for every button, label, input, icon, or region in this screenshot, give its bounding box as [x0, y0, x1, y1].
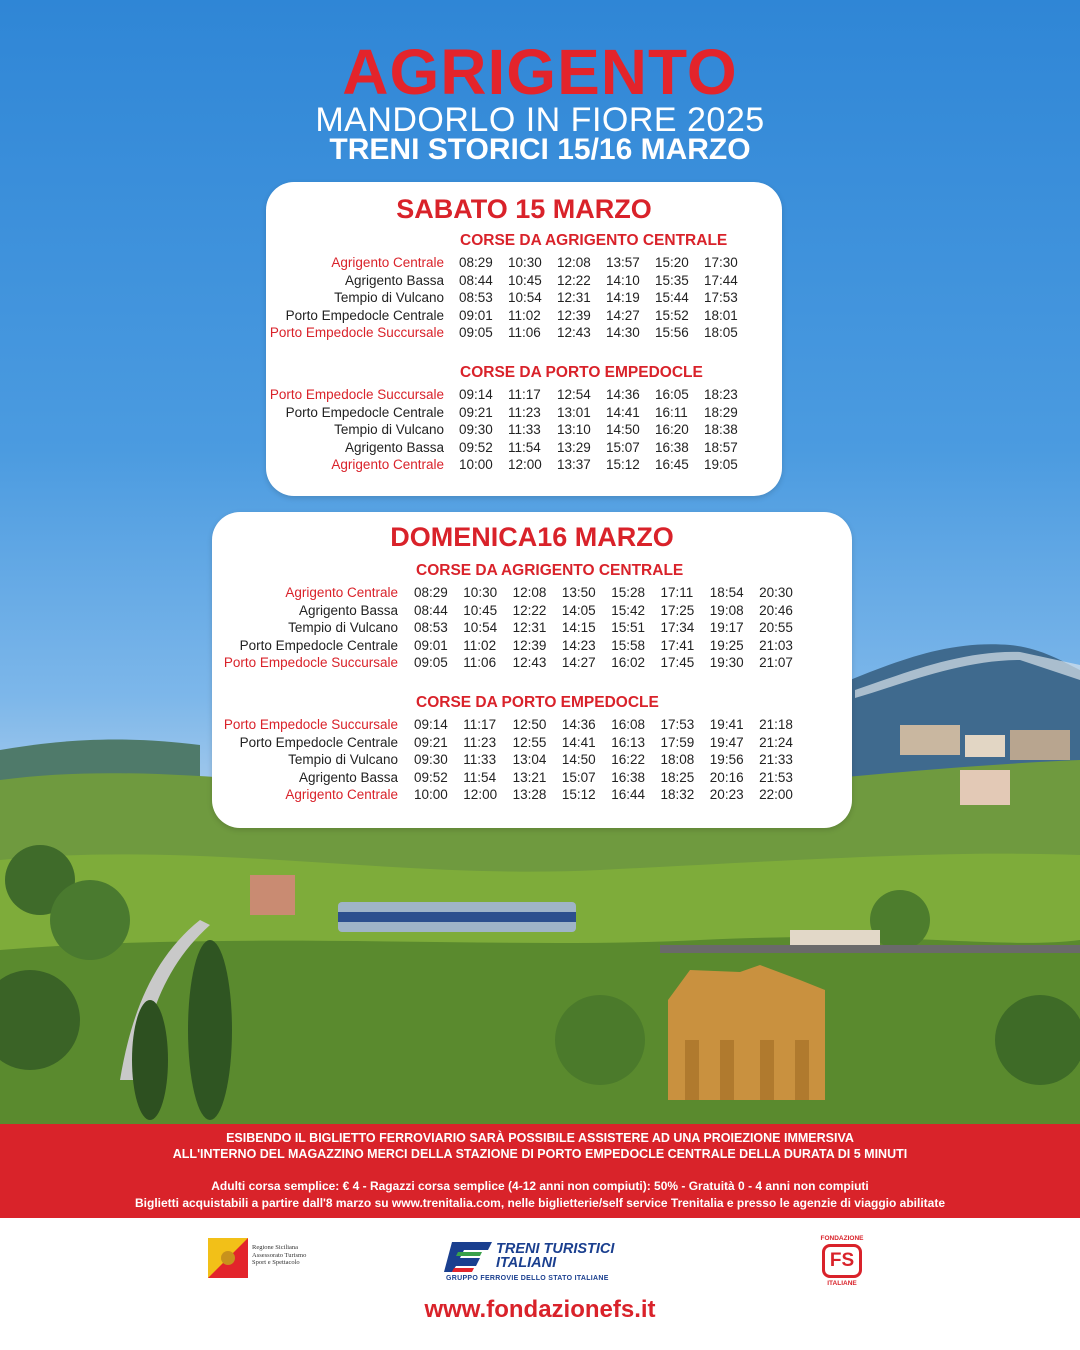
station-name: Tempio di Vulcano — [288, 752, 398, 767]
departure-time: 14:36 — [606, 387, 640, 402]
departure-time: 09:01 — [459, 307, 493, 323]
departure-time: 18:05 — [704, 325, 738, 340]
timetable-row — [266, 439, 782, 457]
departure-time: 18:08 — [660, 752, 695, 767]
departure-time: 20:55 — [759, 620, 793, 635]
departure-time: 13:04 — [512, 752, 547, 767]
departure-time: 21:53 — [759, 769, 793, 785]
station-name: Tempio di Vulcano — [288, 620, 398, 635]
saturday-timetable-card — [266, 182, 782, 496]
departure-time: 12:00 — [463, 787, 498, 802]
station-name: Porto Empedocle Succursale — [269, 387, 444, 402]
departure-time: 12:22 — [512, 602, 547, 618]
departure-time: 19:56 — [709, 752, 744, 767]
departure-time: 10:00 — [459, 457, 493, 472]
station-name: Agrigento Bassa — [298, 769, 398, 785]
departure-time: 11:23 — [508, 404, 541, 420]
departure-time: 18:57 — [704, 439, 738, 455]
departure-time: 15:56 — [655, 325, 689, 340]
departure-time: 19:25 — [709, 637, 744, 653]
projection-notice-line1: ESIBENDO IL BIGLIETTO FERROVIARIO SARÀ POSSIBILE ASSISTERE AD UNA PROIEZIONE IMMERSIVA — [226, 1131, 854, 1145]
departure-time: 13:01 — [557, 404, 591, 420]
departure-time: 09:01 — [414, 637, 448, 653]
departure-time: 15:07 — [606, 439, 640, 455]
tti-mark-icon — [444, 1238, 494, 1274]
departure-time: 15:07 — [561, 769, 596, 785]
departure-time: 17:11 — [660, 585, 694, 600]
departure-time: 14:50 — [606, 422, 640, 437]
departure-time: 09:05 — [414, 655, 448, 670]
departure-time: 18:25 — [660, 769, 695, 785]
departure-time: 12:43 — [557, 325, 591, 340]
departure-time: 12:39 — [512, 637, 547, 653]
departure-time: 21:24 — [759, 734, 793, 750]
departure-time: 08:29 — [414, 585, 448, 600]
section-heading: CORSE DA AGRIGENTO CENTRALE — [416, 562, 684, 579]
departure-time: 11:33 — [508, 422, 541, 437]
departure-time: 08:44 — [459, 272, 493, 288]
timetable-row — [212, 654, 852, 672]
departure-time: 11:54 — [463, 769, 497, 785]
timetable-row — [266, 386, 782, 404]
page-title: AGRIGENTO — [342, 36, 738, 108]
departure-time: 16:02 — [611, 655, 645, 670]
timetable-row — [266, 324, 782, 342]
departure-time: 16:38 — [611, 769, 645, 785]
departure-time: 16:05 — [655, 387, 689, 402]
departure-time: 09:30 — [414, 752, 448, 767]
station-name: Porto Empedocle Centrale — [239, 637, 398, 653]
station-name: Agrigento Bassa — [344, 272, 444, 288]
departure-time: 18:38 — [704, 422, 738, 437]
departure-time: 14:50 — [561, 752, 596, 767]
departure-time: 19:05 — [704, 457, 738, 472]
timetable-row — [266, 289, 782, 307]
departure-time: 14:10 — [606, 272, 640, 288]
day-heading: SABATO 15 MARZO — [396, 194, 652, 224]
departure-time: 19:17 — [709, 620, 744, 635]
departure-time: 20:16 — [709, 769, 744, 785]
departure-time: 11:06 — [508, 325, 541, 340]
departure-time: 10:30 — [508, 255, 542, 270]
departure-time: 11:23 — [463, 734, 497, 750]
departure-time: 14:41 — [606, 404, 640, 420]
departure-time: 09:52 — [414, 769, 448, 785]
station-name: Agrigento Bassa — [344, 439, 444, 455]
departure-time: 18:01 — [704, 307, 738, 323]
departure-time: 10:30 — [463, 585, 498, 600]
departure-time: 15:51 — [611, 620, 645, 635]
station-name: Agrigento Centrale — [285, 585, 398, 600]
departure-time: 12:31 — [557, 290, 591, 305]
section-heading: CORSE DA PORTO EMPEDOCLE — [416, 694, 659, 711]
departure-time: 17:25 — [660, 602, 695, 618]
departure-time: 09:21 — [459, 404, 493, 420]
departure-time: 10:45 — [508, 272, 542, 288]
departure-time: 20:30 — [759, 585, 793, 600]
departure-time: 12:00 — [508, 457, 542, 472]
departure-time: 15:35 — [655, 272, 689, 288]
departure-time: 12:08 — [557, 255, 591, 270]
website-link[interactable]: www.fondazionefs.it — [424, 1296, 656, 1323]
departure-time: 22:00 — [759, 787, 793, 802]
departure-time: 21:03 — [759, 637, 793, 653]
departure-time: 10:54 — [463, 620, 498, 635]
departure-time: 17:44 — [704, 272, 738, 288]
departure-time: 15:20 — [655, 255, 689, 270]
price-info: Adulti corsa semplice: € 4 - Ragazzi corsa semplice (4-12 anni non compiuti): 50% - Gratuità 0 - 4 anni non compiuti — [211, 1179, 869, 1193]
departure-time: 16:22 — [611, 752, 645, 767]
station-name: Tempio di Vulcano — [334, 290, 444, 305]
station-name: Porto Empedocle Centrale — [285, 404, 444, 420]
departure-time: 19:08 — [709, 602, 744, 618]
departure-time: 21:33 — [759, 752, 793, 767]
departure-time: 15:28 — [611, 585, 645, 600]
departure-time: 15:42 — [611, 602, 645, 618]
departure-time: 12:54 — [557, 387, 591, 402]
station-name: Agrigento Bassa — [298, 602, 398, 618]
departure-time: 14:36 — [561, 717, 596, 732]
timetable-row — [266, 307, 782, 325]
timetable-row — [212, 584, 852, 602]
departure-time: 12:31 — [512, 620, 547, 635]
departure-time: 20:46 — [759, 602, 793, 618]
departure-time: 12:22 — [557, 272, 591, 288]
timetable-row — [212, 716, 852, 734]
departure-time: 18:23 — [704, 387, 738, 402]
departure-time: 17:45 — [660, 655, 695, 670]
timetable-row — [212, 602, 852, 620]
station-name: Agrigento Centrale — [331, 255, 444, 270]
departure-time: 12:50 — [512, 717, 547, 732]
departure-time: 17:53 — [660, 717, 695, 732]
departure-time: 21:07 — [759, 655, 793, 670]
departure-time: 14:05 — [561, 602, 596, 618]
departure-time: 11:02 — [463, 637, 497, 653]
departure-time: 09:21 — [414, 734, 448, 750]
departure-time: 18:29 — [704, 404, 738, 420]
departure-time: 09:52 — [459, 439, 493, 455]
departure-time: 16:13 — [611, 734, 645, 750]
station-name: Porto Empedocle Succursale — [223, 655, 398, 670]
departure-time: 17:59 — [660, 734, 695, 750]
departure-time: 17:41 — [660, 637, 695, 653]
timetable-row — [212, 619, 852, 637]
departure-time: 12:55 — [512, 734, 547, 750]
timetable-row — [266, 272, 782, 290]
departure-time: 16:38 — [655, 439, 689, 455]
departure-time: 14:15 — [561, 620, 596, 635]
departure-time: 13:29 — [557, 439, 591, 455]
departure-time: 09:05 — [459, 325, 493, 340]
departure-time: 12:43 — [512, 655, 547, 670]
info-band — [0, 1124, 1080, 1218]
timetable-row — [212, 637, 852, 655]
departure-time: 12:39 — [557, 307, 591, 323]
departure-time: 17:30 — [704, 255, 738, 270]
departure-time: 17:34 — [660, 620, 695, 635]
departure-time: 19:47 — [709, 734, 744, 750]
departure-time: 09:14 — [414, 717, 448, 732]
departure-time: 09:14 — [459, 387, 493, 402]
departure-time: 12:08 — [512, 585, 547, 600]
region-logo-text: Regione Siciliana Assessorato Turismo Sport e Spettacolo — [252, 1244, 307, 1266]
station-name: Porto Empedocle Succursale — [223, 717, 398, 732]
timetable-row — [266, 456, 782, 474]
departure-time: 14:41 — [561, 734, 596, 750]
departure-time: 11:17 — [508, 387, 541, 402]
timetable-row — [212, 751, 852, 769]
departure-time: 19:30 — [709, 655, 744, 670]
departure-time: 11:54 — [508, 439, 541, 455]
timetable-row — [266, 421, 782, 439]
departure-time: 13:10 — [557, 422, 591, 437]
departure-time: 11:17 — [463, 717, 497, 732]
day-heading: DOMENICA16 MARZO — [390, 522, 674, 552]
timetable-row — [212, 786, 852, 804]
departure-time: 21:18 — [759, 717, 793, 732]
section-heading: CORSE DA AGRIGENTO CENTRALE — [460, 232, 728, 249]
departure-time: 14:30 — [606, 325, 640, 340]
departure-time: 18:32 — [660, 787, 695, 802]
sunday-timetable-card — [212, 512, 852, 828]
departure-time: 13:57 — [606, 255, 640, 270]
departure-time: 15:52 — [655, 307, 689, 323]
departure-time: 08:53 — [459, 290, 493, 305]
departure-time: 10:54 — [508, 290, 542, 305]
station-name: Porto Empedocle Succursale — [269, 325, 444, 340]
departure-time: 08:29 — [459, 255, 493, 270]
fondazione-fs-logo: FONDAZIONE FS ITALIANE — [820, 1235, 864, 1287]
timetable-row — [266, 404, 782, 422]
departure-time: 14:19 — [606, 290, 640, 305]
fs-mark: FS — [822, 1244, 862, 1278]
departure-time: 13:50 — [561, 585, 596, 600]
event-dates: TRENI STORICI 15/16 MARZO — [329, 133, 751, 166]
departure-time: 11:02 — [508, 307, 541, 323]
departure-time: 19:41 — [709, 717, 744, 732]
departure-time: 17:53 — [704, 290, 738, 305]
departure-time: 15:44 — [655, 290, 689, 305]
departure-time: 15:12 — [561, 787, 596, 802]
station-name: Agrigento Centrale — [331, 457, 444, 472]
projection-notice-line2: ALL'INTERNO DEL MAGAZZINO MERCI DELLA STAZIONE DI PORTO EMPEDOCLE CENTRALE DELLA DURATA DI 5 MINUTI — [172, 1147, 908, 1161]
station-name: Porto Empedocle Centrale — [285, 307, 444, 323]
timetable-row — [212, 769, 852, 787]
departure-time: 14:27 — [606, 307, 640, 323]
departure-time: 13:21 — [512, 769, 547, 785]
departure-time: 09:30 — [459, 422, 493, 437]
departure-time: 14:23 — [561, 637, 596, 653]
treni-turistici-italiani-logo: TRENI TURISTICI ITALIANI GRUPPO FERROVIE DELLO STATO ITALIANE — [444, 1238, 644, 1286]
departure-time: 16:20 — [655, 422, 689, 437]
departure-time: 16:44 — [611, 787, 645, 802]
departure-time: 14:27 — [561, 655, 596, 670]
departure-time: 20:23 — [709, 787, 744, 802]
section-heading: CORSE DA PORTO EMPEDOCLE — [460, 364, 703, 381]
departure-time: 10:45 — [463, 602, 498, 618]
event-subtitle: MANDORLO IN FIORE 2025 — [315, 101, 765, 139]
timetable-row — [212, 734, 852, 752]
station-name: Agrigento Centrale — [285, 787, 398, 802]
departure-time: 08:44 — [414, 602, 448, 618]
departure-time: 18:54 — [709, 585, 744, 600]
departure-time: 11:06 — [463, 655, 497, 670]
station-name: Tempio di Vulcano — [334, 422, 444, 437]
departure-time: 16:11 — [655, 404, 688, 420]
station-name: Porto Empedocle Centrale — [239, 734, 398, 750]
departure-time: 15:12 — [606, 457, 640, 472]
departure-time: 08:53 — [414, 620, 448, 635]
departure-time: 11:33 — [463, 752, 497, 767]
departure-time: 10:00 — [414, 787, 448, 802]
departure-time: 16:08 — [611, 717, 645, 732]
ticket-purchase-info: Biglietti acquistabili a partire dall'8 marzo su www.trenitalia.com, nelle biglietterie/self service Trenitalia e presso le agenzie di viaggio abilitate — [134, 1196, 945, 1210]
departure-time: 15:58 — [611, 637, 645, 653]
timetable-row — [266, 254, 782, 272]
departure-time: 13:28 — [512, 787, 547, 802]
departure-time: 16:45 — [655, 457, 689, 472]
departure-time: 13:37 — [557, 457, 591, 472]
